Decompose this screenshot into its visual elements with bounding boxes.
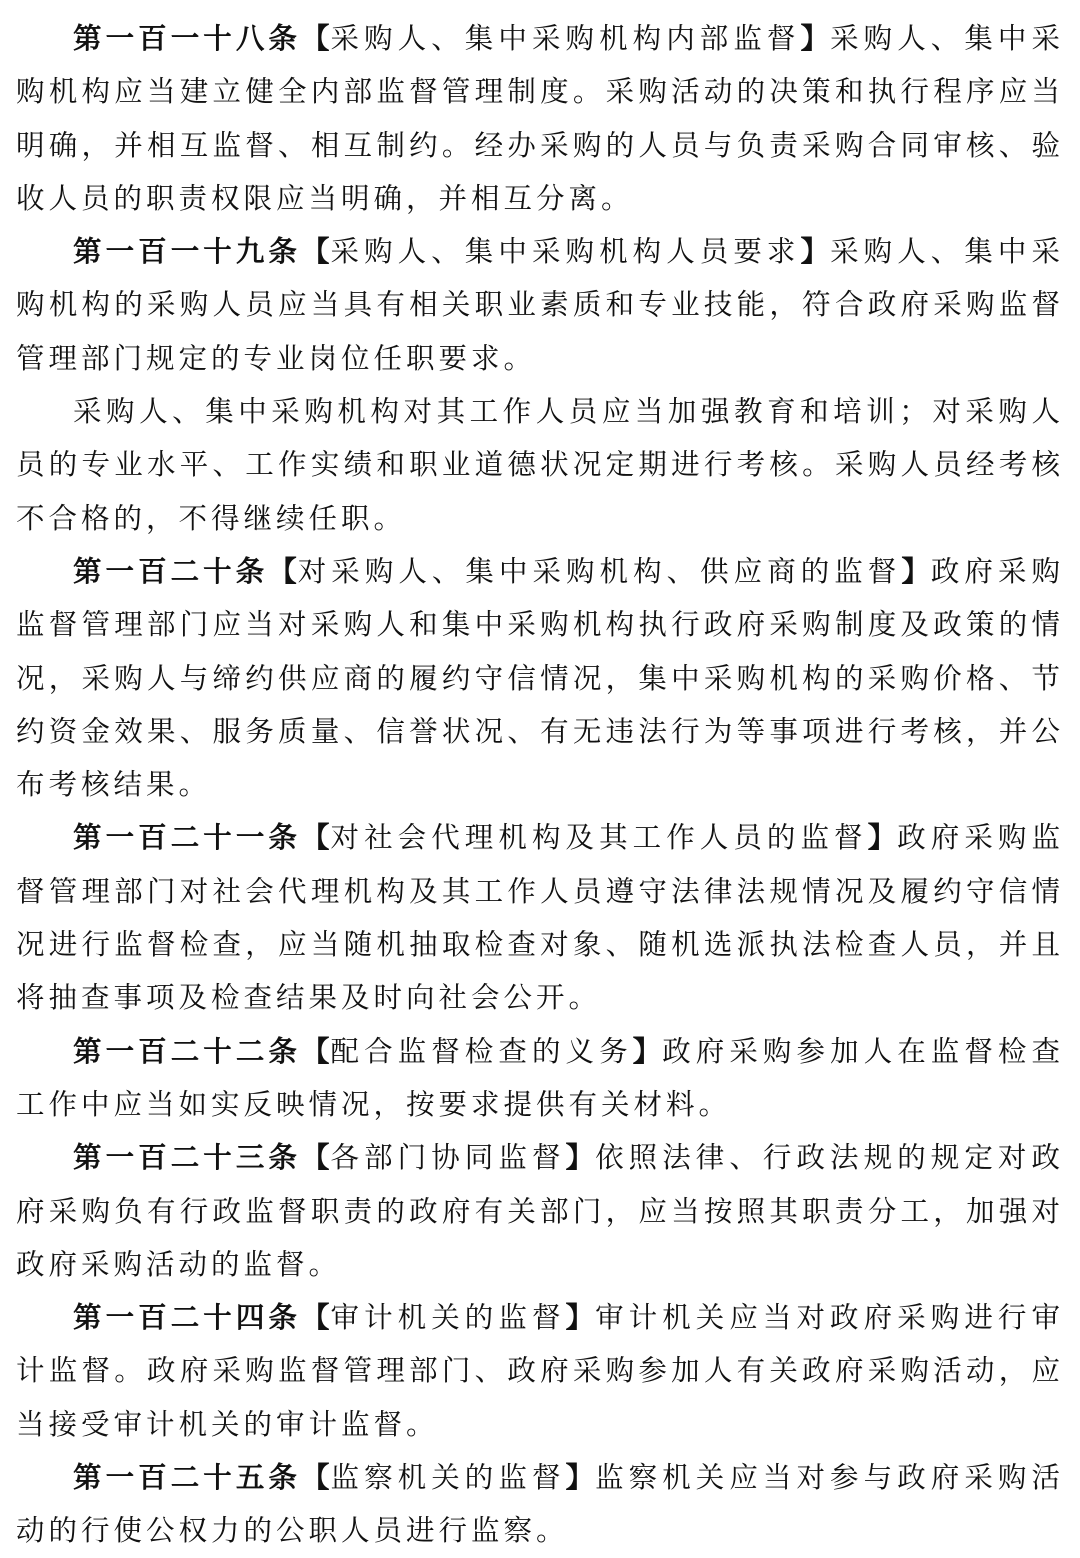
article-heading: 采购人、集中采购机构内部监督: [330, 22, 801, 55]
article-118: [16, 12, 1064, 225]
document-page: [16, 12, 1064, 1558]
article-number: 第一百二十条: [73, 554, 269, 588]
article-heading: 监察机关的监督: [330, 1461, 566, 1495]
article-number: 第一百一十八条: [73, 22, 301, 55]
heading-close-bracket: 】: [867, 821, 898, 855]
article-123: [16, 1131, 1064, 1291]
article-number: 第一百二十五条: [73, 1461, 301, 1495]
heading-close-bracket: 】: [565, 1301, 596, 1335]
article-124: [16, 1291, 1064, 1451]
heading-open-bracket: 【: [300, 235, 331, 269]
article-number: 第一百一十九条: [73, 235, 301, 269]
article-body: 政府采购参加人在监督检查工作中应当如实反映情况，按要求提供有关材料。: [16, 1034, 1064, 1121]
article-121: [16, 811, 1064, 1024]
article-body: 监察机关应当对参与政府采购活动的行使公权力的公职人员进行监察。: [16, 1461, 1064, 1548]
heading-open-bracket: 【: [268, 554, 298, 588]
article-heading: 采购人、集中采购机构人员要求: [330, 235, 801, 269]
article-body: 政府采购监督管理部门对社会代理机构及其工作人员遵守法律法规情况及履约守信情况进行监督检查，应当随机抽取检查对象、随机选派执法检查人员，并且将抽查事项及检查结果及时向社会公开。: [16, 821, 1064, 1015]
heading-open-bracket: 【: [300, 1301, 331, 1335]
heading-open-bracket: 【: [300, 821, 331, 855]
article-body: 依照法律、行政法规的规定对政府采购负有行政监督职责的政府有关部门，应当按照其职责分工，加强对政府采购活动的监督。: [16, 1141, 1064, 1281]
article-body: 审计机关应当对政府采购进行审计监督。政府采购监督管理部门、政府采购参加人有关政府采购活动，应当接受审计机关的审计监督。: [16, 1301, 1064, 1441]
article-body: 采购人、集中采购机构的采购人员应当具有相关职业素质和专业技能，符合政府采购监督管理部门规定的专业岗位任职要求。: [16, 235, 1064, 375]
heading-close-bracket: 】: [800, 235, 831, 269]
article-125: [16, 1451, 1064, 1558]
article-120: [16, 545, 1064, 811]
heading-open-bracket: 【: [300, 1034, 331, 1068]
article-body: 政府采购监督管理部门应当对采购人和集中采购机构执行政府采购制度及政策的情况，采购人与缔约供应商的履约守信情况，集中采购机构的采购价格、节约资金效果、服务质量、信誉状况、有无违法行为等事项进行考核，并公布考核结果。: [16, 554, 1064, 802]
article-body: 采购人、集中采购机构对其工作人员应当加强教育和培训；对采购人员的专业水平、工作实绩和职业道德状况定期进行考核。采购人员经考核不合格的，不得继续任职。: [16, 395, 1064, 535]
article-heading: 对社会代理机构及其工作人员的监督: [330, 821, 868, 855]
heading-open-bracket: 【: [300, 1461, 331, 1495]
article-heading: 配合监督检查的义务: [330, 1034, 633, 1068]
heading-close-bracket: 】: [565, 1141, 596, 1175]
article-heading: 对采购人、集中采购机构、供应商的监督: [297, 554, 902, 588]
article-heading: 审计机关的监督: [330, 1301, 566, 1335]
article-number: 第一百二十二条: [73, 1034, 301, 1068]
article-number: 第一百二十四条: [73, 1301, 301, 1335]
article-number: 第一百二十一条: [73, 821, 301, 855]
heading-open-bracket: 【: [300, 22, 331, 55]
heading-close-bracket: 】: [565, 1461, 596, 1495]
article-number: 第一百二十三条: [73, 1141, 301, 1175]
heading-close-bracket: 】: [800, 22, 831, 55]
heading-close-bracket: 】: [901, 554, 931, 588]
article-122: [16, 1025, 1064, 1132]
heading-close-bracket: 】: [632, 1034, 663, 1068]
article-119-paragraph-2: [16, 385, 1064, 545]
heading-open-bracket: 【: [300, 1141, 331, 1175]
article-119: [16, 225, 1064, 385]
article-body: 采购人、集中采购机构应当建立健全内部监督管理制度。采购活动的决策和执行程序应当明确，并相互监督、相互制约。经办采购的人员与负责采购合同审核、验收人员的职责权限应当明确，并相互分离。: [16, 22, 1064, 215]
article-heading: 各部门协同监督: [330, 1141, 566, 1175]
